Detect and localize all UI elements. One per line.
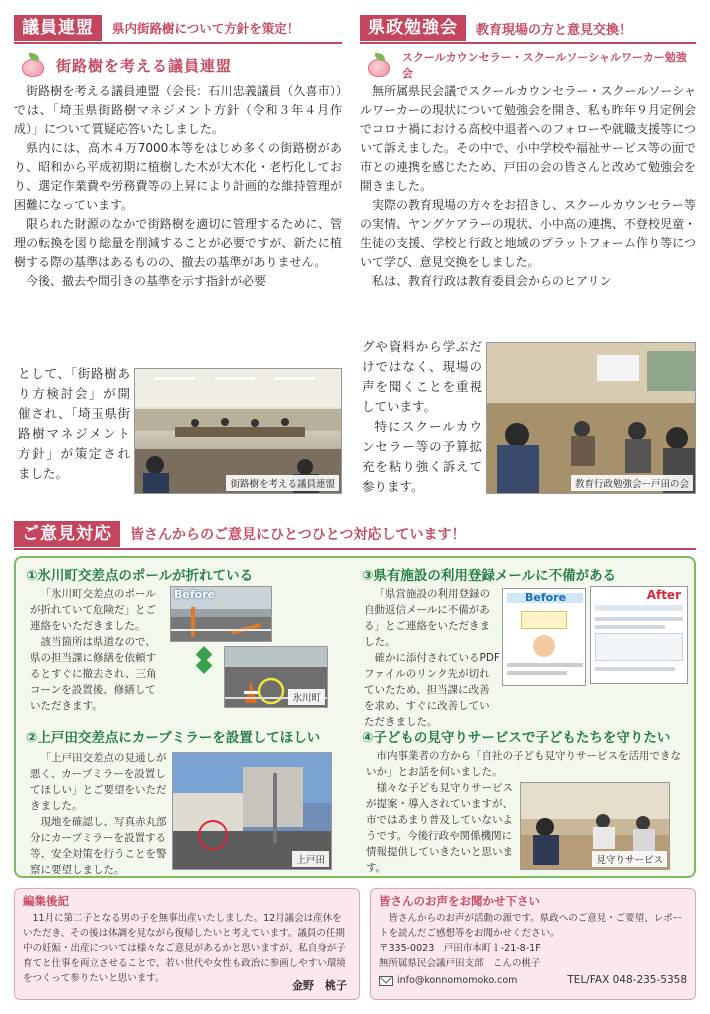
article-title: スクールカウンセラー・スクールソーシャルワーカー勉強会 [401, 51, 687, 80]
section-header [14, 520, 696, 550]
paragraph: 私は、教育行政は教育委員会からのヒアリン [372, 274, 612, 288]
paragraph: 「上戸田交差点の見通しが悪く、カーブミラーを設置してほしい」とご要望をいただきました。 [30, 752, 167, 812]
section-header [14, 14, 342, 44]
paragraph-wrap: として、「街路樹あり方検討会」が開催され、「埼玉県街路樹マネジメント方針」が策定されました。 [18, 366, 130, 481]
pole-after-photo [224, 646, 328, 708]
section-tag: 県政勉強会 [360, 15, 466, 41]
paragraph: グや資料から学ぶだけではなく、現場の声を聞くことを重視しています。 [362, 339, 482, 414]
opinion-4-text [366, 748, 688, 780]
after-label: After [646, 588, 681, 602]
paragraph: 様々な子ども見守りサービスが提案・導入されていますが、市ではあまり普及していないようです。今後行政や関係機関に情報提供していきたいと思います。 [366, 782, 513, 874]
giin-renmei-section [14, 14, 342, 412]
section-subtitle: 皆さんからのご意見にひとつひとつ対応しています！ [130, 527, 466, 543]
postscript-text [15, 911, 359, 986]
paragraph: 市内事業者の方から「自社の子ども見守りサービスを活用できないか」とお話を伺いました。 [366, 750, 681, 778]
paragraph: 皆さんからのお声が活動の源です。県政へのご意見・ご要望、レポートを読んだご感想等をお聞かせください。 [379, 913, 683, 939]
paragraph: 今後、撤去や間引きの基準を示す指針が必要 [26, 274, 267, 288]
paragraph: 該当箇所は県道なので、県の担当課に修繕を依頼するとすぐに撤去され、三角コーンを設置後、修繕していただきます。 [30, 636, 157, 712]
telfax: TEL/FAX 048-235-5358 [567, 974, 687, 986]
email-link[interactable]: info@konnomomoko.com [397, 975, 518, 986]
article-heading [20, 52, 342, 78]
paragraph: 無所属県民会議でスクールカウンセラー・スクールソーシャルワーカーの現状について勉強会を開き、私も昨年９月定例会でコロナ禍における高校中退者へのフォローや就職支援等について訴えました。その中で、小中学校や福祉サービス等の面で市との連携を感じたため、戸田の会の皆さんと改めて勉強会を開きました。 [360, 84, 696, 193]
opinion-2-title: ②上戸田交差点にカーブミラーを設置してほしい [26, 730, 321, 746]
opinion-3-title: ③県有施設の利用登録メールに不備がある [362, 568, 617, 584]
opinion-3-text [364, 586, 500, 730]
paragraph: 街路樹を考える議員連盟（会長：石川忠義議員（久喜市））では、「埼玉県街路樹マネジメント方針（令和３年４月作成）」について質疑応答いたしました。 [14, 84, 342, 136]
photo-caption: 氷川町 [288, 689, 325, 705]
paragraph: 「氷川町交差点のポールが折れていて危険だ」とご連絡をいただきました。 [30, 588, 156, 632]
paragraph: 「県営施設の利用登録の自動返信メールに不備がある」とご連絡をいただきました。 [364, 588, 490, 648]
paragraph: 現地を確認し、写真赤丸部分にカーブミラーを設置する等、安全対策を行うことを警察に要望しました。 [30, 816, 167, 876]
contact-text [371, 911, 695, 988]
opinion-1-title: ①氷川町交差点のポールが折れている [26, 568, 254, 584]
email-after-screenshot [590, 586, 688, 684]
before-label: Before [174, 588, 216, 601]
meeting-photo [134, 368, 342, 494]
contact-row [379, 973, 687, 988]
pole-before-photo [170, 586, 272, 642]
signature: 金野 桃子 [292, 979, 347, 992]
opinion-1-text [30, 586, 166, 714]
address: 〒335-0023 戸田市本町１-21-8-1F [379, 943, 541, 954]
opinion-4-title: ④子どもの見守りサービスで子どもたちを守りたい [362, 730, 671, 746]
paragraph: 県内には、高木４万7000本等をはじめ多くの街路樹があり、昭和から平成初期に植樹した木が大木化・老朽化しており、選定作業費や労務費等の上昇により計画的な維持管理が困難になっています。 [14, 141, 342, 212]
organization: 無所属県民会議戸田支部 こんの桃子 [379, 958, 541, 969]
paragraph-wrap [362, 337, 482, 497]
section-tag: ご意見対応 [14, 521, 120, 547]
article-heading [366, 52, 696, 78]
curve-mirror-photo [172, 752, 332, 870]
watch-service-photo [520, 782, 670, 870]
section-subtitle: 教育現場の方と意見交換！ [476, 22, 633, 38]
postscript-title: 編集後記 [23, 894, 69, 908]
article-body [360, 82, 696, 372]
photo-caption: 教育行政勉強会ー戸田の会 [571, 475, 693, 491]
section-subtitle: 県内街路樹について方針を策定！ [112, 21, 300, 36]
mail-icon [379, 976, 393, 986]
contact-box [370, 888, 696, 1000]
photo-caption: 見守りサービス [592, 851, 667, 867]
photo-caption: 街路樹を考える議員連盟 [226, 475, 339, 491]
peach-icon [20, 53, 46, 77]
classroom-illustration [487, 343, 696, 494]
opinions-section [14, 520, 696, 550]
editor-postscript-box [14, 888, 360, 1000]
paragraph: 特にスクールカウンセラー等の予算拡充を粘り強く訴えて参ります。 [362, 419, 482, 494]
article-title: 街路樹を考える議員連盟 [56, 56, 233, 75]
article-body [14, 82, 342, 412]
paragraph: 実際の教育現場の方々をお招きし、スクールカウンセラー等の実情、ヤングケアラーの現状、小中高の連携、不登校児童・生徒の支援、学校と行政と地域のプラットフォーム作り等について学び、意見交換をしました。 [360, 198, 696, 269]
paragraph: 限られた財源のなかで街路樹を適切に管理するために、管理の転換を図り総量を削減することが必要ですが、新たに植樹する際の基準はあるものの、撤去の基準がありません。 [14, 217, 342, 269]
opinion-4-text-cont [366, 780, 516, 876]
before-label: Before [525, 591, 567, 604]
study-session-photo [486, 342, 696, 494]
email-before-screenshot [502, 588, 586, 686]
section-header [360, 14, 696, 44]
section-tag: 議員連盟 [14, 15, 102, 41]
contact-title: 皆さんのお声をお聞かせ下さい [379, 894, 540, 908]
photo-caption: 上戸田 [292, 851, 329, 867]
paragraph: 11月に第二子となる男の子を無事出産いたしました。12月議会は産休をいただき、その後は体調を見ながら復帰したいと考えています。議員の任期中の妊娠・出産については様々なご意見があるかと思いますが、私自身が子育てと仕事を両立させることで、若い世代や女性も政治に参画しやすい環境をつくって参りたいと思います。 [23, 913, 346, 984]
paragraph: 確かに添付されているPDFファイルのリンク先が切れていたため、担当課に改善を求め、すぐに改善していただきました。 [364, 652, 500, 728]
email-wrap [379, 973, 517, 988]
opinion-2-text [30, 750, 168, 878]
peach-icon [366, 53, 392, 77]
kensei-benkyokai-section [360, 14, 696, 372]
